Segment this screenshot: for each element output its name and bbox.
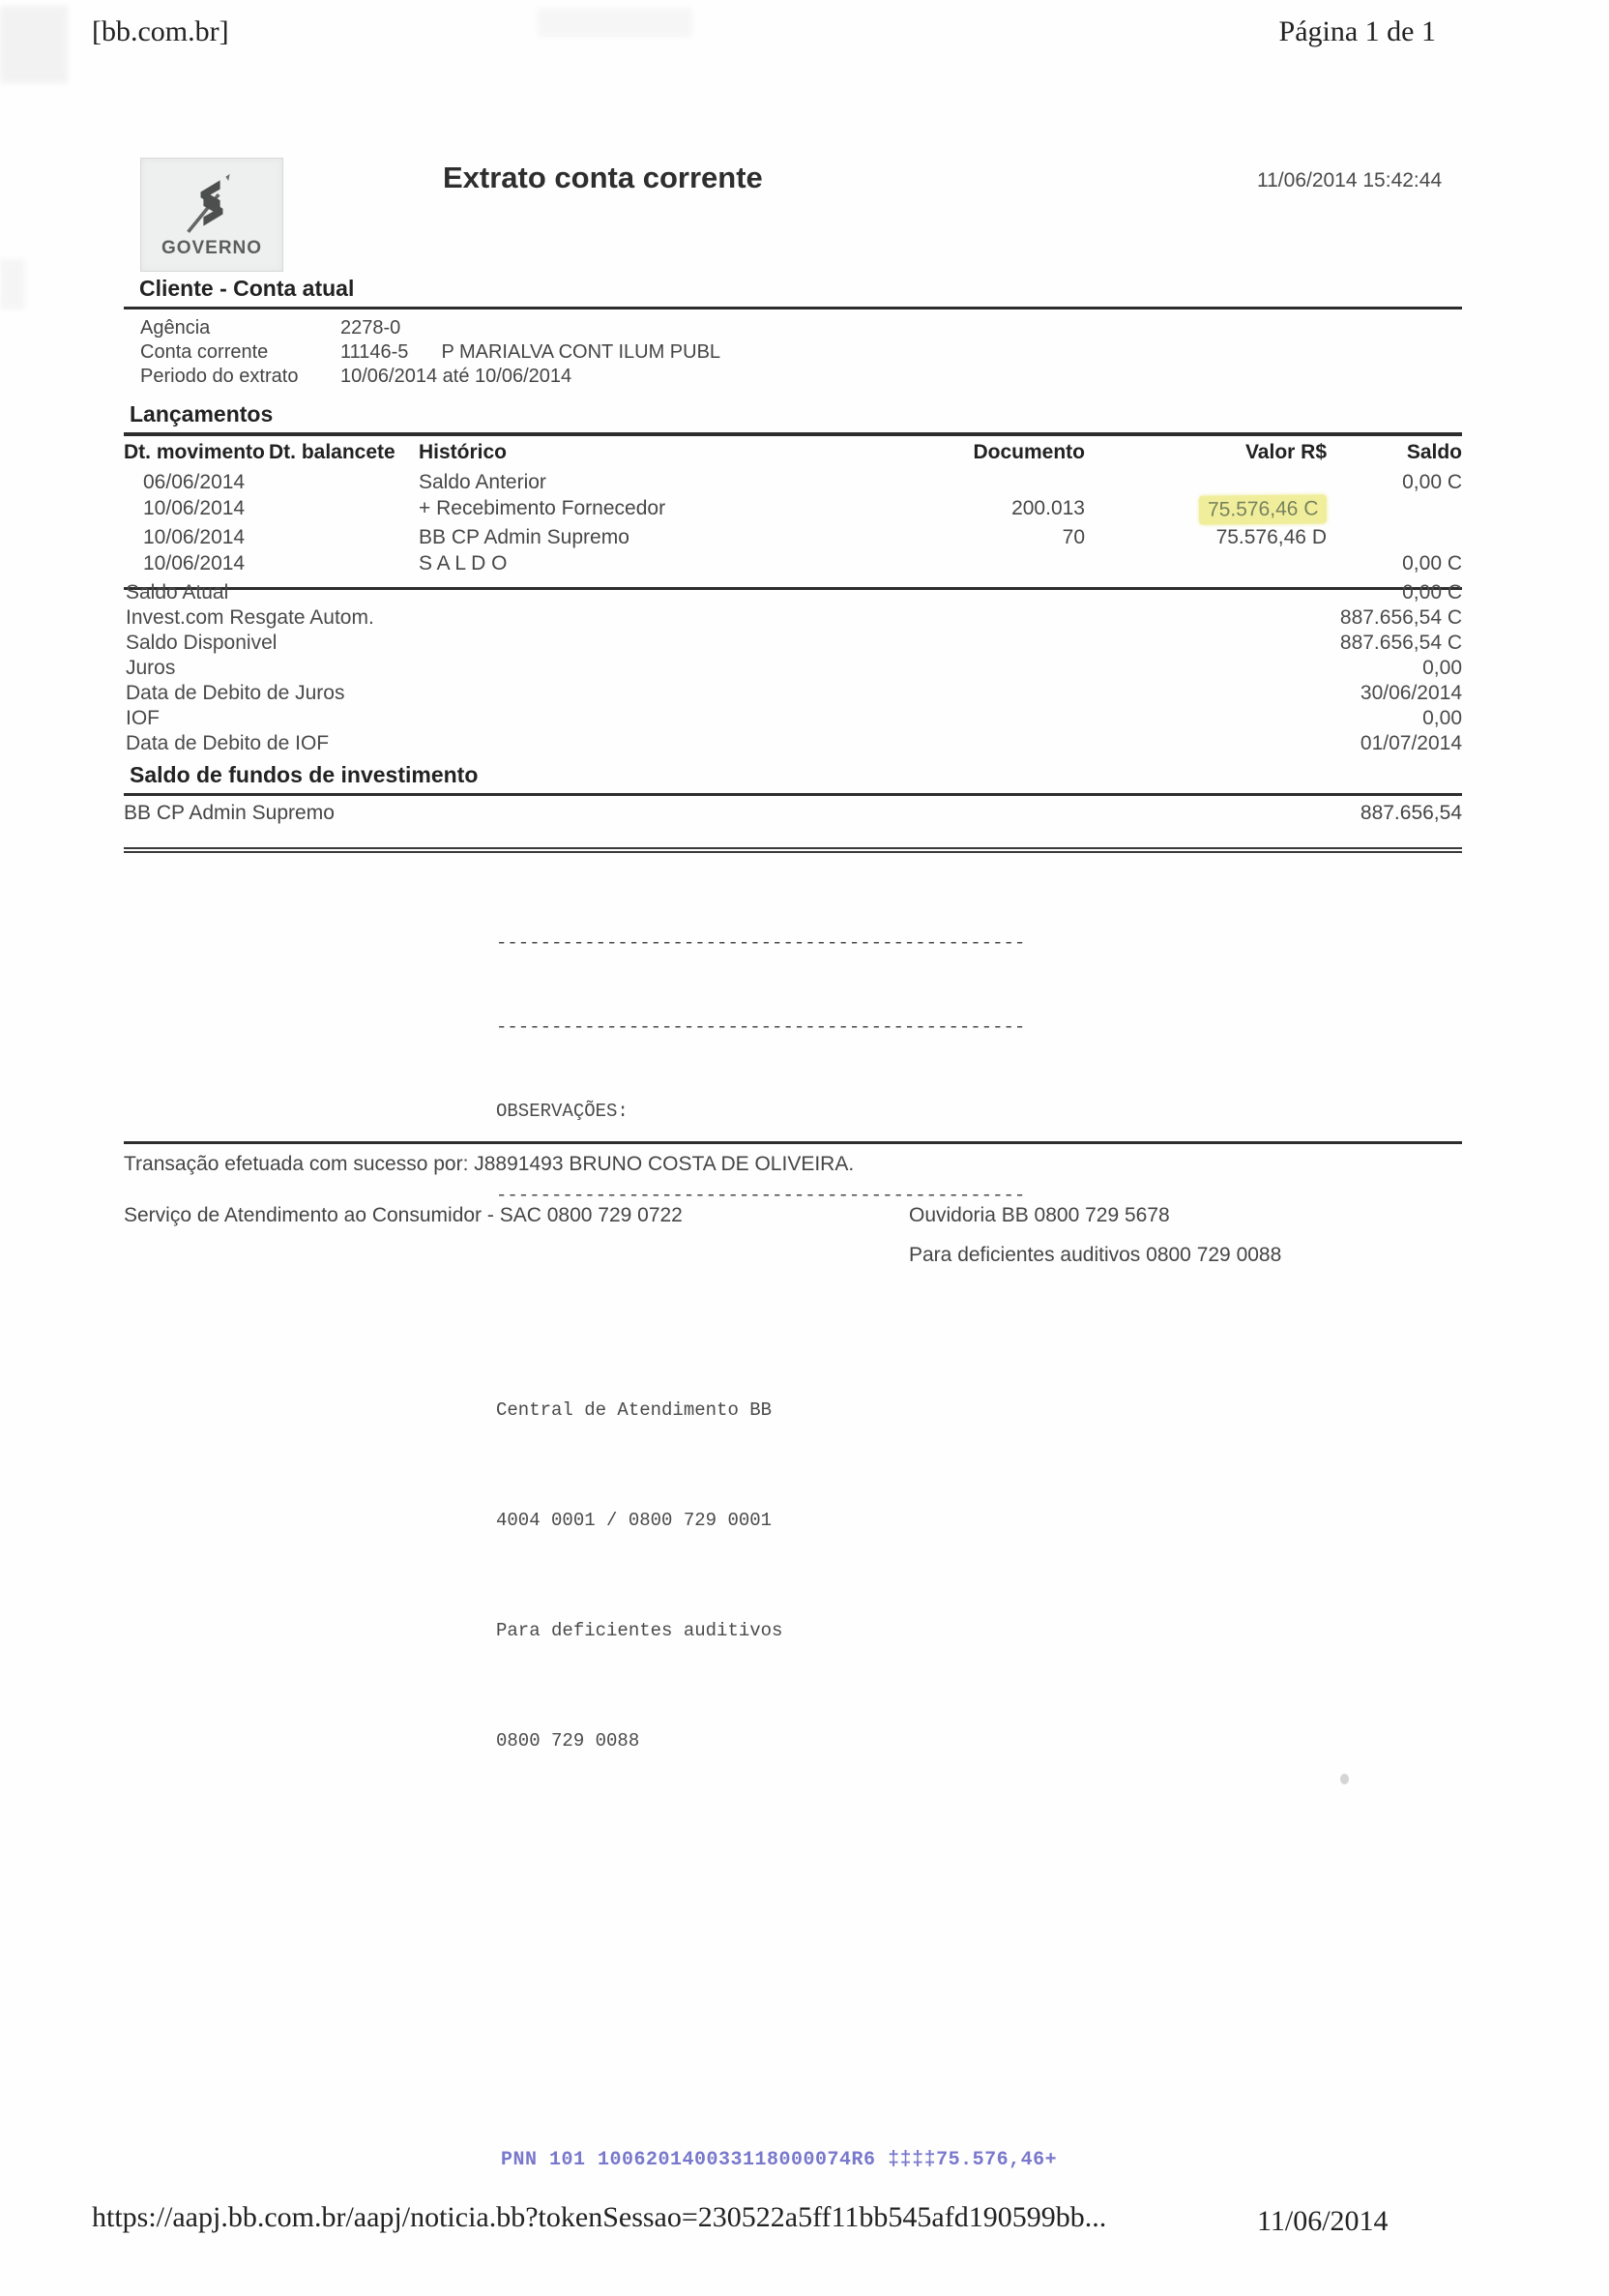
summary-row-value: 0,00 <box>1422 707 1462 729</box>
print-footer-date: 11/06/2014 <box>1257 2205 1389 2237</box>
client-row-label: Agência <box>140 317 211 339</box>
scan-smudge <box>0 6 68 83</box>
teller-validation-stamp: PNN 101 100620140033118000074R6 ‡‡‡‡75.576,46+ <box>501 2149 1058 2171</box>
observations-label: OBSERVAÇÕES: <box>496 1101 629 1122</box>
cell-dt-movimento: 06/06/2014 <box>143 471 246 493</box>
column-header-dt-balancete: Dt. balancete <box>269 441 395 463</box>
funds-row-value: 887.656,54 <box>1360 802 1462 824</box>
logo-governo-label: GOVERNO <box>161 237 263 258</box>
balance-summary-section <box>124 580 1462 756</box>
document-title: Extrato conta corrente <box>443 161 763 194</box>
cell-dt-balancete <box>269 469 410 495</box>
table-row <box>124 550 1462 576</box>
observations-block <box>496 873 1025 1839</box>
cell-documento: 70 <box>1062 526 1085 548</box>
column-header-dt-movimento: Dt. movimento <box>124 441 265 463</box>
valor-text: 75.576,46 C <box>1198 494 1327 524</box>
summary-row-label: Saldo Atual <box>126 581 229 603</box>
funds-rows <box>124 796 1462 826</box>
dashed-separator: ------------------------------------------------ <box>496 1016 1026 1038</box>
scan-smudge <box>538 8 692 37</box>
valor-text: 75.576,46 D <box>1215 526 1327 548</box>
funds-double-rule <box>124 847 1462 853</box>
summary-row <box>124 681 1462 706</box>
cell-valor <box>1085 524 1327 550</box>
client-row-value: 2278-0 <box>340 317 401 339</box>
confirmation-rule <box>124 1141 1462 1144</box>
contact-line: Central de Atendimento BB <box>496 1399 773 1421</box>
cell-dt-movimento: 10/06/2014 <box>143 497 246 519</box>
summary-row-label: IOF <box>126 707 160 729</box>
bb-governo-logo <box>140 158 283 272</box>
contact-line: Para deficientes auditivos <box>496 1620 783 1641</box>
transactions-heading: Lançamentos <box>124 401 1462 436</box>
funds-heading: Saldo de fundos de investimento <box>124 762 1462 796</box>
transactions-rows <box>124 469 1462 576</box>
summary-row-label: Invest.com Resgate Autom. <box>126 606 374 629</box>
contact-line: 4004 0001 / 0800 729 0001 <box>496 1510 773 1531</box>
summary-row-value: 30/06/2014 <box>1360 682 1462 704</box>
cell-dt-balancete <box>269 550 410 576</box>
summary-row-label: Data de Debito de IOF <box>126 732 330 754</box>
summary-row-value: 0,00 <box>1422 657 1462 679</box>
summary-row-value: 01/07/2014 <box>1360 732 1462 754</box>
print-header-site: [bb.com.br] <box>92 15 229 47</box>
cell-historico: Saldo Anterior <box>419 471 546 493</box>
summary-row <box>124 731 1462 756</box>
cell-valor <box>1085 495 1327 524</box>
client-row-label: Conta corrente <box>140 341 269 363</box>
cell-historico: BB CP Admin Supremo <box>419 526 629 548</box>
summary-row-label: Juros <box>126 657 176 679</box>
cell-historico: + Recebimento Fornecedor <box>419 497 666 519</box>
print-timestamp: 11/06/2014 15:42:44 <box>1257 169 1443 191</box>
cell-dt-balancete <box>269 495 410 524</box>
funds-row-label: BB CP Admin Supremo <box>124 802 335 824</box>
cell-documento <box>901 550 1085 576</box>
summary-row <box>124 580 1462 605</box>
cell-valor <box>1085 550 1327 576</box>
cell-saldo <box>1327 524 1462 550</box>
cell-dt-movimento: 10/06/2014 <box>143 552 246 574</box>
ouvidoria-contact-block <box>909 1204 1281 1283</box>
investment-funds-section <box>124 762 1462 853</box>
summary-row-value: 887.656,54 C <box>1339 606 1462 629</box>
print-footer-url: https://aapj.bb.com.br/aapj/noticia.bb?tokenSessao=230522a5ff11bb545afd190599bb... <box>92 2201 1107 2233</box>
column-header-historico: Histórico <box>419 441 508 463</box>
dashed-separator: ------------------------------------------------ <box>496 1185 1026 1206</box>
table-row <box>124 524 1462 550</box>
cell-valor <box>1085 469 1327 495</box>
client-row-value: 10/06/2014 até 10/06/2014 <box>340 366 572 387</box>
cell-documento <box>901 469 1085 495</box>
client-rows <box>124 309 1462 389</box>
client-info-row <box>124 365 1462 389</box>
cell-saldo: 0,00 C <box>1402 471 1462 493</box>
column-header-documento: Documento <box>973 441 1085 463</box>
client-row-label: Periodo do extrato <box>140 366 299 387</box>
client-row-extra: P MARIALVA CONT ILUM PUBL <box>441 341 721 363</box>
client-info-row <box>124 316 1462 340</box>
summary-row <box>124 605 1462 631</box>
ouvidoria-line: Ouvidoria BB 0800 729 5678 <box>909 1204 1170 1226</box>
transaction-confirmation-text: Transação efetuada com sucesso por: J8891493 BRUNO COSTA DE OLIVEIRA. <box>124 1153 855 1175</box>
ouvidoria-line: Para deficientes auditivos 0800 729 0088 <box>909 1244 1282 1266</box>
summary-row <box>124 656 1462 681</box>
client-section-heading: Cliente - Conta atual <box>124 276 1462 309</box>
table-row <box>124 495 1462 524</box>
print-header-page-number: Página 1 de 1 <box>1278 15 1436 47</box>
table-row <box>124 469 1462 495</box>
cell-documento: 200.013 <box>1011 497 1085 519</box>
transactions-section <box>124 401 1462 590</box>
client-account-section <box>124 276 1462 389</box>
scan-smudge <box>0 259 25 309</box>
sac-contact-text: Serviço de Atendimento ao Consumidor - SAC 0800 729 0722 <box>124 1204 683 1226</box>
summary-row <box>124 706 1462 731</box>
transactions-column-headers <box>124 439 1462 465</box>
cell-saldo: 0,00 C <box>1402 552 1462 574</box>
funds-row <box>124 796 1462 826</box>
dashed-separator: ------------------------------------------------ <box>496 932 1026 954</box>
cell-dt-movimento: 10/06/2014 <box>143 526 246 548</box>
client-row-value: 11146-5 <box>340 341 409 363</box>
cell-saldo <box>1327 495 1462 524</box>
column-header-saldo: Saldo <box>1406 441 1462 463</box>
summary-row-label: Data de Debito de Juros <box>126 682 345 704</box>
summary-row-value: 0,00 C <box>1402 581 1462 603</box>
cell-dt-balancete <box>269 524 410 550</box>
client-info-row <box>124 340 1462 365</box>
summary-row <box>124 631 1462 656</box>
contact-lines <box>496 1341 1025 1782</box>
bb-logo-icon <box>177 171 247 235</box>
summary-row-label: Saldo Disponivel <box>126 632 278 654</box>
column-header-valor: Valor R$ <box>1244 441 1327 463</box>
scan-dot-artifact <box>1340 1774 1349 1784</box>
summary-row-value: 887.656,54 C <box>1339 632 1462 654</box>
contact-line: 0800 729 0088 <box>496 1730 640 1751</box>
cell-historico: S A L D O <box>419 552 508 574</box>
